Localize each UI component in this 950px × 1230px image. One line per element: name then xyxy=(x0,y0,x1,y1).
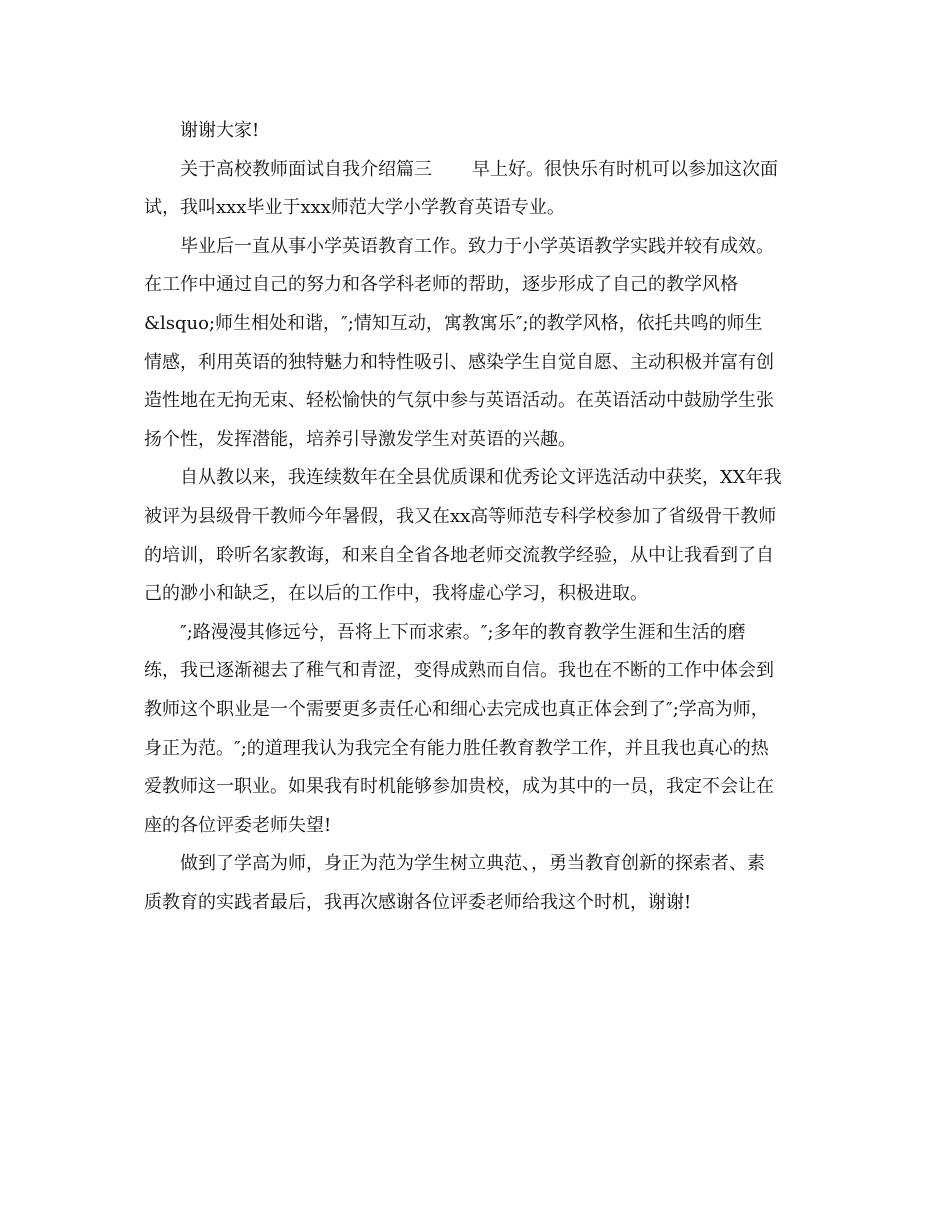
text-line: &lsquo;师生相处和谐，″;情知互动，寓教寓乐″;的教学风格，依托共鸣的师生 xyxy=(144,312,763,334)
paragraph-reflection xyxy=(144,614,816,846)
text-line: 的培训，聆听名家教诲，和来自全省各地老师交流教学经验，从中让我看到了自 xyxy=(144,544,774,566)
text-line: 己的渺小和缺乏，在以后的工作中，我将虚心学习，积极进取。 xyxy=(144,583,648,605)
text-line: 谢谢大家! xyxy=(180,120,260,141)
text-line: 自从教以来，我连续数年在全县优质课和优秀论文评选活动中获奖，XX年我 xyxy=(180,467,782,489)
document-body xyxy=(144,112,816,922)
text-line: 做到了学高为师，身正为范为学生树立典范、，勇当教育创新的探索者、素 xyxy=(180,853,765,875)
text-line: 被评为县级骨干教师今年暑假，我又在xx高等师范专科学校参加了省级骨干教师 xyxy=(144,505,777,527)
paragraph-intro xyxy=(144,151,816,228)
text-line: 毕业后一直从事小学英语教育工作。致力于小学英语教学实践并较有成效。 xyxy=(180,235,774,257)
section-title: 关于高校教师面试自我介绍篇三 xyxy=(180,158,432,180)
text-line: 爱教师这一职业。如果我有时机能够参加贵校，成为其中的一员，我定不会让在 xyxy=(144,776,774,798)
paragraph-teaching-style xyxy=(144,228,816,460)
text-line: 教师这个职业是一个需要更多责任心和细心去完成也真正体会到了″;学高为师， xyxy=(144,698,769,720)
text-line: 造性地在无拘无束、轻松愉快的气氛中参与英语活动。在英语活动中鼓励学生张 xyxy=(144,390,774,412)
paragraph-closing-thanks xyxy=(144,112,816,151)
text-line: ″;路漫漫其修远兮，吾将上下而求索。″;多年的教育教学生涯和生活的磨 xyxy=(180,621,746,643)
text-line: 座的各位评委老师失望! xyxy=(144,814,332,836)
text-line xyxy=(144,151,816,190)
text-line: 在工作中通过自己的努力和各学科老师的帮助，逐步形成了自己的教学风格 xyxy=(144,274,738,296)
paragraph-conclusion xyxy=(144,845,816,922)
text-line: 试，我叫xxx毕业于xxx师范大学小学教育英语专业。 xyxy=(144,197,565,219)
text-line: 情感，利用英语的独特魅力和特性吸引、感染学生自觉自愿、主动积极并富有创 xyxy=(144,351,774,373)
text-line: 身正为范。″;的道理我认为我完全有能力胜任教育教学工作，并且我也真心的热 xyxy=(144,737,769,759)
text-line: 质教育的实践者最后，我再次感谢各位评委老师给我这个时机，谢谢! xyxy=(144,891,692,913)
text-line: 练，我已逐渐褪去了稚气和青涩，变得成熟而自信。我也在不断的工作中体会到 xyxy=(144,660,774,682)
greeting-text: 早上好。很快乐有时机可以参加这次面 xyxy=(472,158,778,180)
text-line: 扬个性，发挥潜能，培养引导激发学生对英语的兴趣。 xyxy=(144,428,576,450)
paragraph-achievements xyxy=(144,459,816,613)
